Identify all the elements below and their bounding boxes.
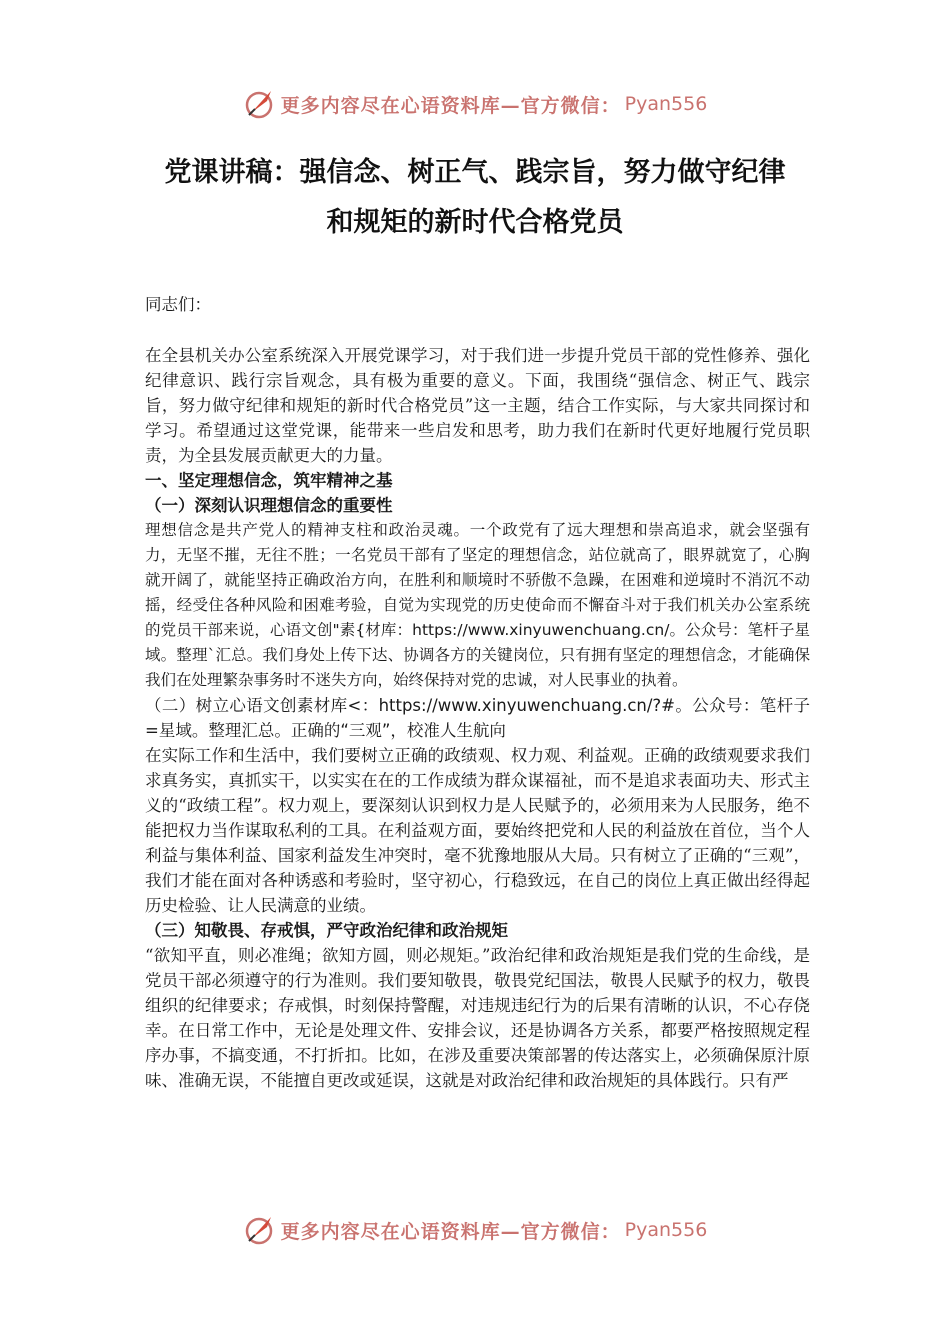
watermark-id: Pyan556	[624, 93, 708, 115]
watermark-text: 更多内容尽在心语资料库—官方微信：	[280, 1220, 621, 1243]
title-line-2: 和规矩的新时代合格党员	[326, 207, 624, 238]
quill-logo-icon	[243, 87, 277, 121]
subsection-3-heading: （三）知敬畏、存戒惧，严守政治纪律和政治规矩	[145, 921, 508, 940]
quill-logo-icon	[243, 1213, 277, 1247]
section-1-heading: 一、坚定理想信念，筑牢精神之基	[145, 471, 393, 490]
document-body	[145, 292, 810, 1093]
subsection-1-body: 理想信念是共产党人的精神支柱和政治灵魂。一个政党有了远大理想和崇高追求，就会坚强有力，无坚不摧，无往不胜；一名党员干部有了坚定的理想信念，站位就高了，眼界就宽了，心胸就开阔了，就能坚持正确政治方向，在胜利和顺境时不骄傲不急躁，在困难和逆境时不消沉不动摇，经受住各种风险和困难考验，自觉为实现党的历史使命而不懈奋斗对于我们机关办公室系统的党员干部来说，心语文创"素{材库：https://www.xinyuwenchuang.cn/。公众号：笔杆子星域。整理`汇总。我们身处上传下达、协调各方的关键岗位，只有拥有坚定的理想信念，才能确保我们在处理繁杂事务时不迷失方向，始终保持对党的忠诚，对人民事业的执着。	[145, 521, 810, 689]
watermark-text: 更多内容尽在心语资料库—官方微信：	[280, 94, 621, 117]
greeting: 同志们：	[145, 295, 211, 314]
subsection-1-heading: （一）深刻认识理想信念的重要性	[145, 496, 393, 515]
watermark-id: Pyan556	[624, 1219, 708, 1241]
watermark-banner-bottom	[0, 1210, 950, 1250]
subsection-2-body: 在实际工作和生活中，我们要树立正确的政绩观、权力观、利益观。正确的政绩观要求我们求真务实，真抓实干，以实实在在的工作成绩为群众谋福祉，而不是追求表面功夫、形式主义的“政绩工程”。权力观上，要深刻认识到权力是人民赋予的，必须用来为人民服务，绝不能把权力当作谋取私利的工具。在利益观方面，要始终把党和人民的利益放在首位，当个人利益与集体利益、国家利益发生冲突时，毫不犹豫地服从大局。只有树立了正确的“三观”，我们才能在面对各种诱惑和考验时，坚守初心，行稳致远，在自己的岗位上真正做出经得起历史检验、让人民满意的业绩。	[145, 746, 810, 915]
title-line-1: 党课讲稿：强信念、树正气、践宗旨，努力做守纪律	[164, 157, 786, 188]
subsection-3-body: “欲知平直，则必准绳；欲知方圆，则必规矩。”政治纪律和政治规矩是我们党的生命线，是党员干部必须遵守的行为准则。我们要知敬畏，敬畏党纪国法，敬畏人民赋予的权力，敬畏组织的纪律要求；存戒惧，时刻保持警醒，对违规违纪行为的后果有清晰的认识，不心存侥幸。在日常工作中，无论是处理文件、安排会议，还是协调各方关系，都要严格按照规定程序办事，不搞变通，不打折扣。比如，在涉及重要决策部署的传达落实上，必须确保原汁原味、准确无误，不能擅自更改或延误，这就是对政治纪律和政治规矩的具体践行。只有严	[145, 946, 810, 1090]
intro-paragraph: 在全县机关办公室系统深入开展党课学习，对于我们进一步提升党员干部的党性修养、强化纪律意识、践行宗旨观念，具有极为重要的意义。下面，我围绕“强信念、树正气、践宗旨，努力做守纪律和规矩的新时代合格党员”这一主题，结合工作实际，与大家共同探讨和学习。希望通过这堂党课，能带来一些启发和思考，助力我们在新时代更好地履行党员职责，为全县发展贡献更大的力量。	[145, 346, 810, 465]
subsection-2-heading: （二）树立心语文创素材库<：https://www.xinyuwenchuang.cn/?#。公众号：笔杆子=星域。整理汇总。正确的“三观”，校准人生航向	[145, 696, 810, 740]
document-title	[120, 148, 830, 248]
watermark-banner-top	[0, 84, 950, 124]
